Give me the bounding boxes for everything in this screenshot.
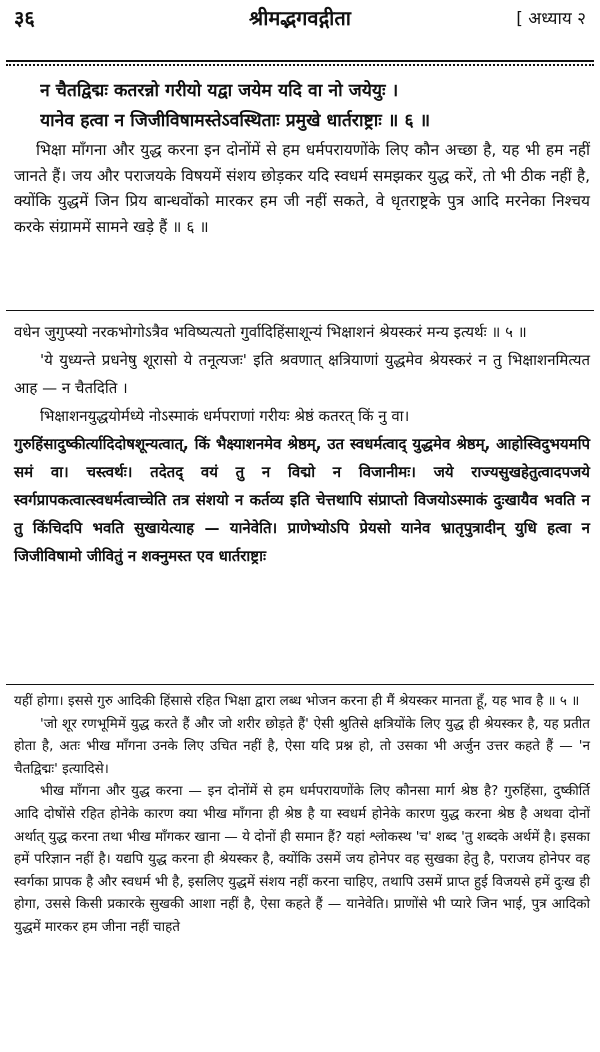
hindi-para-1: यहीं होगा। इससे गुरु आदिकी हिंसासे रहित भिक्षा द्वारा लब्ध भोजन करना ही मैं श्रेयस्कर मानता हूँ, यह भाव है ॥ ५ ॥ (14, 693, 580, 709)
sanskrit-commentary (14, 318, 590, 570)
sanskrit-para-4: गुरुहिंसादुष्कीर्त्यादिदोषशून्यत्वात्, किं भैक्ष्याशनमेव श्रेष्ठम्, उत स्वधर्मत्वाद् युद्धमेव श्रेष्ठम्, आहोस्विदुभयमपि समं वा। चस्त्वर्थः। तदेतद् वयं तु न विद्मो न विजानीमः। जये राज्यसुखहेतुत्वादपजये स्वर्गप्रापकत्वात्स्वधर्मत्वाच्चेति तत्र संशयो न कर्तव्य इति चेत्तथापि संप्राप्तो विजयोऽस्माकं दुःखायैव भवति न तु किंचिदपि भवति सुखायेत्याह — यानेवेति। प्राणेभ्योऽपि प्रेयसो यानेव भ्रातृपुत्रादीन् युधि हत्वा न जिजीविषामो जीवितुं न शक्नुमस्त एव धार्तराष्ट्राः (14, 435, 590, 565)
section-divider-1 (6, 310, 594, 311)
page-header (0, 0, 600, 52)
translation-paragraph: भिक्षा माँगना और युद्ध करना इन दोनोंमें से हम धर्मपरायणोंके लिए कौन अच्छा है, यह भी हम नहीं जानते हैं। जय और पराजयके विषयमें संशय छोड़कर यदि स्वधर्म समझकर युद्ध करें, तो भी ठीक नहीं है, क्योंकि युद्धमें जिन प्रिय बान्धवोंको मारकर हम जी नहीं सकते, वे धृतराष्ट्रके पुत्र आदि मरनेका निश्चय करके संग्राममें सामने खड़े हैं ॥ ६ ॥ (14, 141, 590, 236)
sanskrit-para-2: 'ये युध्यन्ते प्रधनेषु शूरासो ये तनूत्यजः' इति श्रवणात् क्षत्रियाणां युद्धमेव श्रेयस्करं न तु भिक्षाशनमित्यत आह — न चैतदिति । (14, 351, 590, 397)
verse-line-1: न चैतद्विद्मः कतरन्नो गरीयो यद्वा जयेम यदि वा नो जयेयुः । (40, 81, 399, 101)
book-title: श्रीमद्भगवद्गीता (249, 6, 351, 30)
hindi-para-2: 'जो शूर रणभूमिमें युद्ध करते हैं और जो शरीर छोड़ते हैं' ऐसी श्रुतिसे क्षत्रियोंके लिए युद्ध ही श्रेयस्कर है, यह प्रतीत होता है, अतः भीख माँगना उनके लिए उचित नहीं है, ऐसा यदि प्रश्न हो, तो उसका भी अर्जुन उत्तर कहते हैं — 'न चैतद्विद्मः' इत्यादिसे। (14, 715, 590, 777)
verse-block (40, 76, 588, 136)
hindi-para-3: भीख माँगना और युद्ध करना — इन दोनोंमें से हम धर्मपरायणोंके लिए कौनसा मार्ग श्रेष्ठ है? गुरुहिंसा, दुष्कीर्ति आदि दोषोंसे रहित होनेके कारण क्या भीख माँगना ही श्रेष्ठ है या स्वधर्म होनेके कारण युद्ध करना श्रेष्ठ है अथवा दोनों अर्थात् युद्ध करना तथा भीख माँगकर खाना — ये दोनों ही समान हैं? यहां श्लोकस्थ 'च' शब्द 'तु शब्दके अर्थमें है। इसका हमें परिज्ञान नहीं है। यद्यपि युद्ध करना ही श्रेयस्कर है, क्योंकि उसमें जय होनेपर वह सुखका हेतु है, पराजय होनेपर वह स्वर्गका प्रापक है और स्वधर्म भी है, इसलिए युद्धमें संशय नहीं करना चाहिए, तथापि उसमें प्राप्त हुई विजयसे हमें दुःख ही होगा, उससे किसी प्रकारके सुखकी आशा नहीं है, ऐसा कहते हैं — यानेवेति। प्राणोंसे भी प्यारे जिन भाई, पुत्र आदिको युद्धमें मारकर हम जीना नहीं चाहते (14, 783, 590, 935)
section-divider-2 (6, 684, 594, 685)
chapter-label: [ अध्याय २ (516, 9, 586, 29)
page-number: ३६ (14, 6, 35, 30)
verse-line-2: यानेव हत्वा न जिजीविषामस्तेऽवस्थिताः प्रमुखे धार्तराष्ट्राः ॥ ६ ॥ (40, 111, 431, 131)
hindi-commentary (14, 690, 590, 939)
header-rule (6, 60, 594, 62)
verse-translation (14, 138, 590, 240)
sanskrit-para-1: वधेन जुगुप्स्यो नरकभोगोऽत्रैव भविष्यत्यतो गुर्वादिहिंसाशून्यं भिक्षाशनं श्रेयस्करं मन्य इत्यर्थः ॥ ५ ॥ (14, 323, 527, 341)
header-dotted-rule (6, 64, 594, 66)
sanskrit-para-3: भिक्षाशनयुद्धयोर्मध्ये नोऽस्माकं धर्मपराणां गरीयः श्रेष्ठं कतरत् किं नु वा। (40, 407, 410, 425)
